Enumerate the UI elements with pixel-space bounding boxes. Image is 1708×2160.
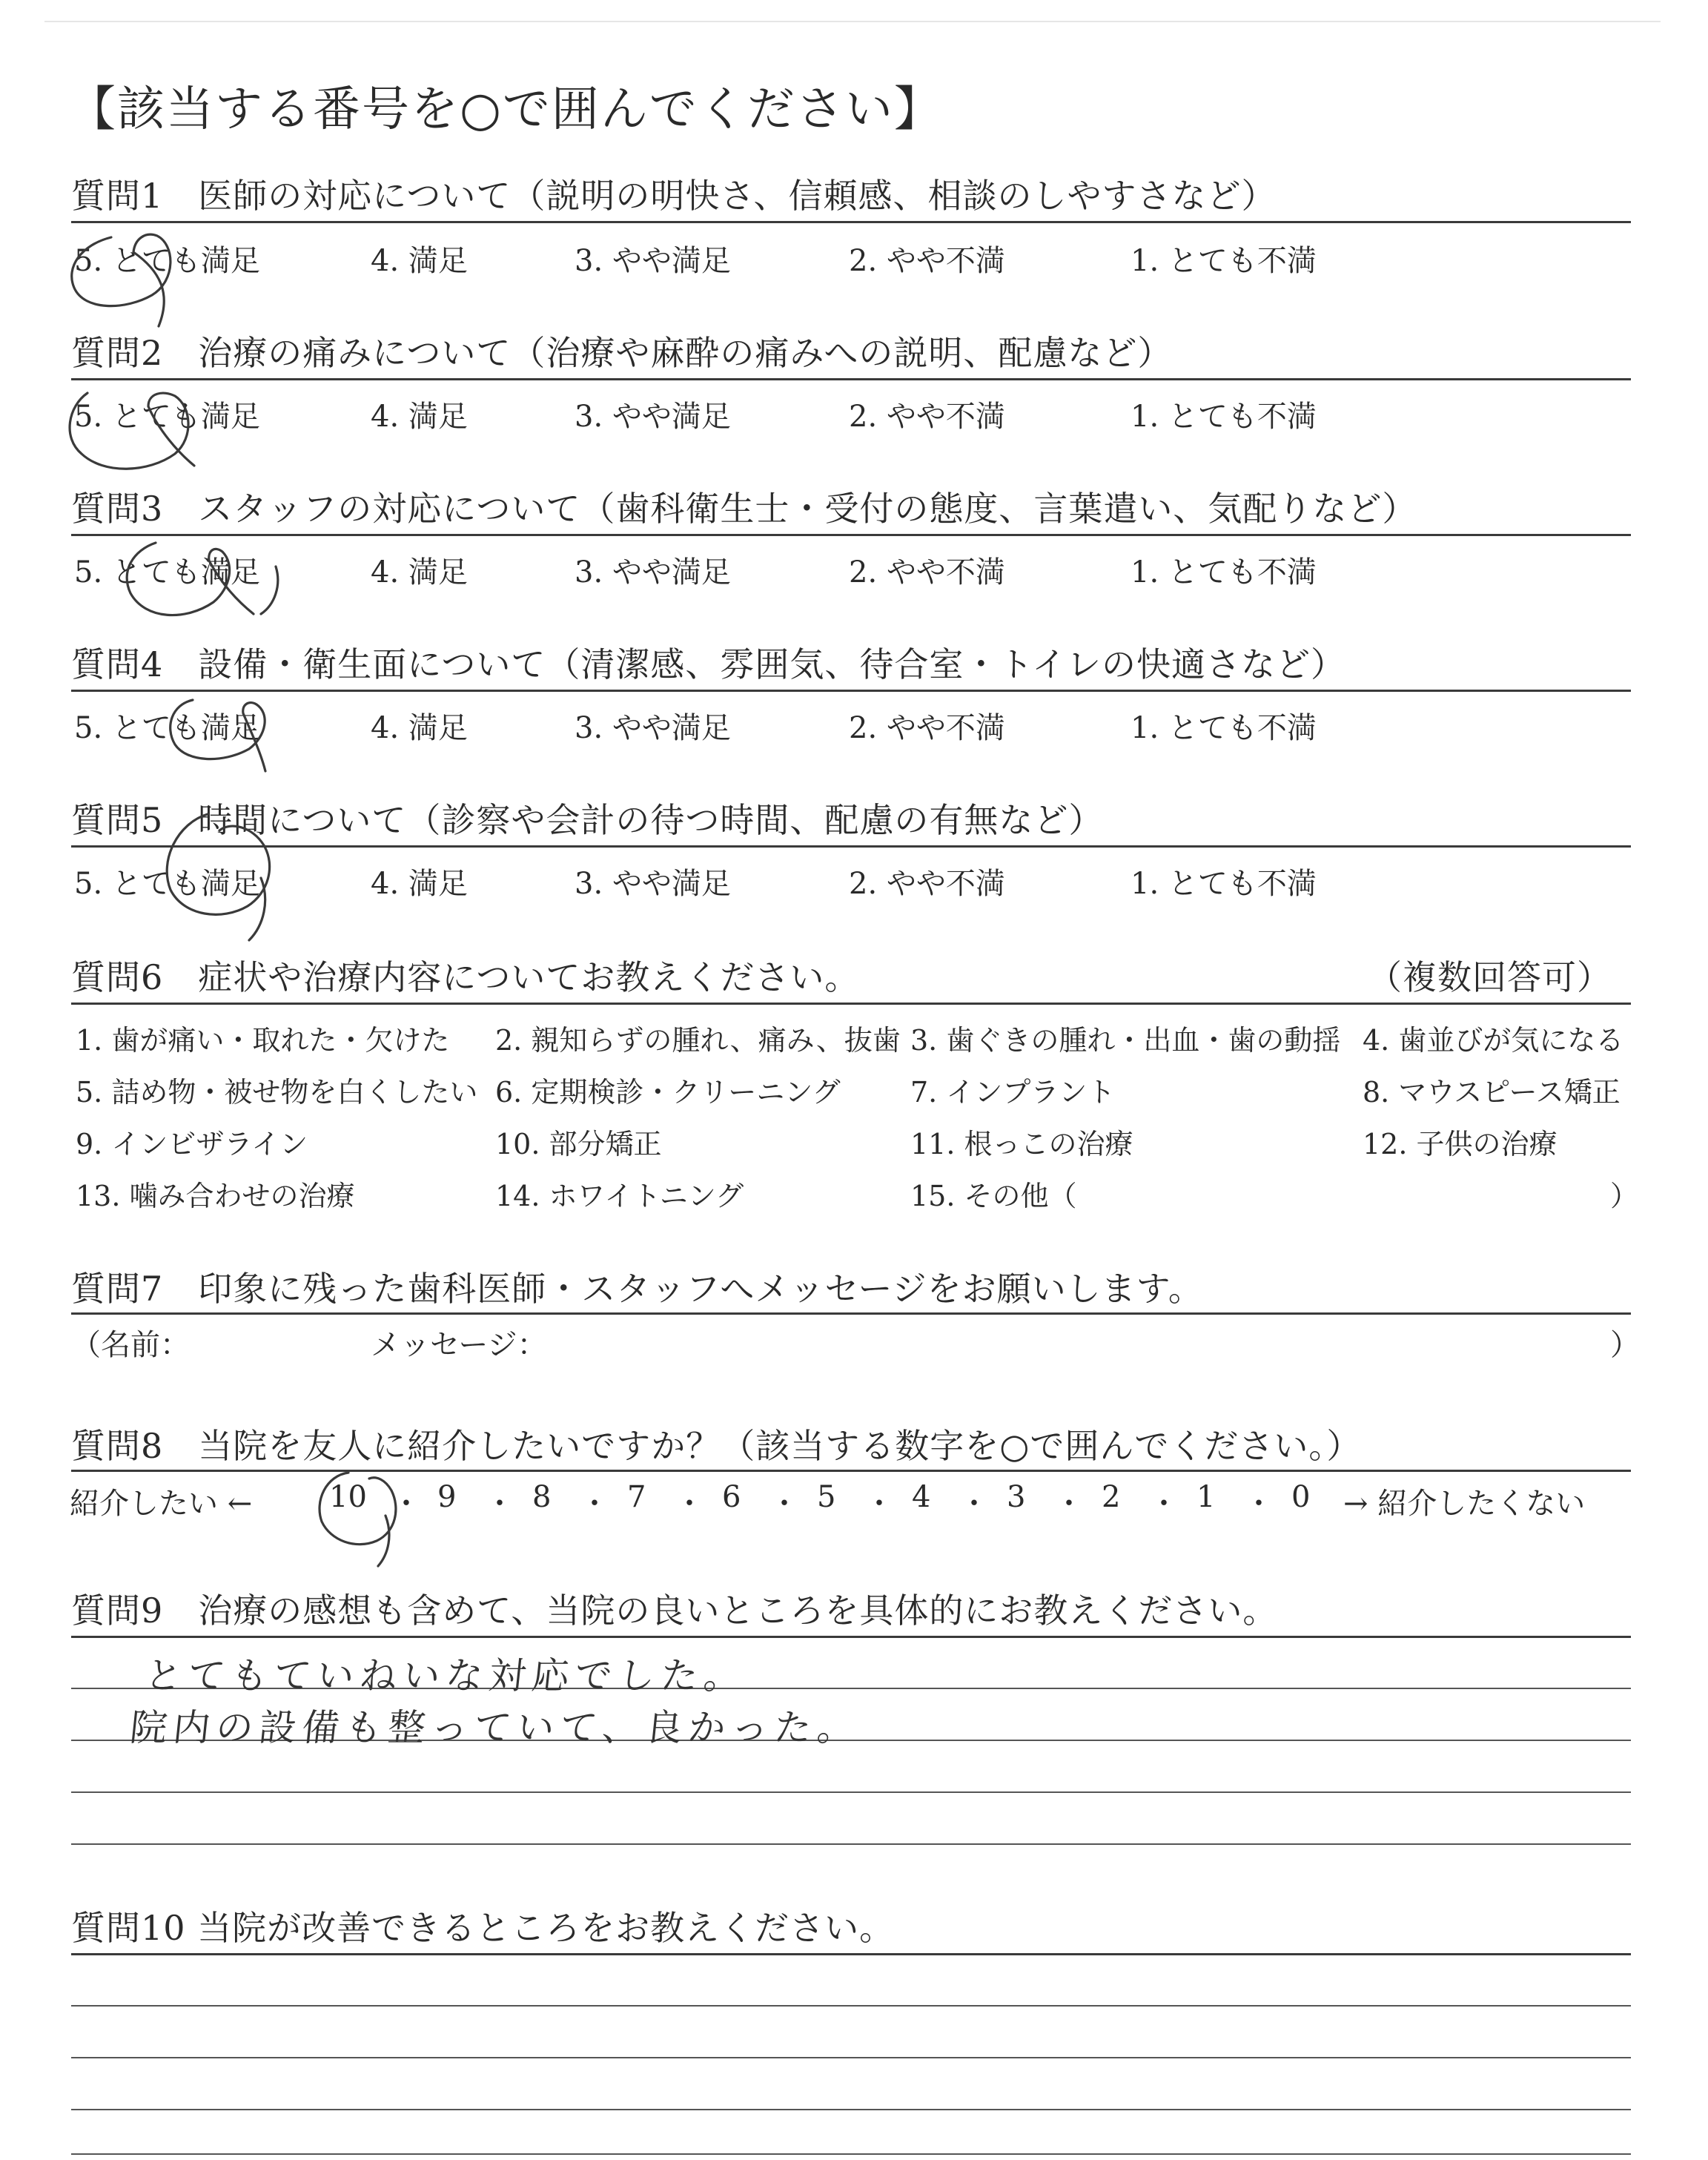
q6-item-15[interactable]: 15. その他（ <box>910 1180 1077 1212</box>
q1-option-1[interactable]: 1. とても不満 <box>1131 244 1317 278</box>
q8-score-9[interactable]: 9 <box>437 1480 457 1514</box>
q2-option-4[interactable]: 4. 満足 <box>371 400 468 434</box>
answer-line <box>71 1843 1631 1845</box>
q8-score-5[interactable]: 5 <box>817 1480 836 1514</box>
q9-handwritten-answer-1: とてもていねいな対応でした。 <box>142 1654 749 1697</box>
q9-handwritten-answer-2: 院内の設備も整っていて、良かった。 <box>128 1706 863 1749</box>
q8-left-label: 紹介したい ← <box>70 1487 253 1521</box>
q8-score-7[interactable]: 7 <box>627 1480 646 1514</box>
q4-option-5[interactable]: 5. とても満足 <box>74 711 260 745</box>
q8-separator: ・ <box>959 1487 989 1521</box>
scan-edge <box>44 21 1661 22</box>
q3-option-1[interactable]: 1. とても不満 <box>1131 555 1317 589</box>
q8-separator: ・ <box>1149 1487 1179 1521</box>
q1-option-4[interactable]: 4. 満足 <box>371 244 468 278</box>
question-9-rule <box>71 1636 1631 1638</box>
q6-item-2[interactable]: 2. 親知らずの腫れ、痛み、抜歯 <box>495 1024 901 1057</box>
question-7-title: 質問7 印象に残った歯科医師・スタッフへメッセージをお願いします。 <box>71 1269 1203 1309</box>
page-heading: 【該当する番号を○で囲んでください】 <box>68 82 943 137</box>
q3-option-2[interactable]: 2. やや不満 <box>849 555 1005 589</box>
q3-option-5[interactable]: 5. とても満足 <box>74 555 260 589</box>
q6-item-11[interactable]: 11. 根っこの治療 <box>910 1128 1133 1160</box>
question-4-rule <box>71 690 1631 692</box>
q2-option-3[interactable]: 3. やや満足 <box>575 400 731 434</box>
q4-option-3[interactable]: 3. やや満足 <box>575 711 731 745</box>
q7-message-label: メッセージ： <box>371 1328 547 1362</box>
q8-separator: ・ <box>485 1487 514 1521</box>
q8-score-0[interactable]: 0 <box>1291 1480 1311 1514</box>
question-1-rule <box>71 221 1631 223</box>
question-9-title: 質問9 治療の感想も含めて、当院の良いところを具体的にお教えください。 <box>71 1591 1278 1631</box>
q6-item-10[interactable]: 10. 部分矯正 <box>495 1128 662 1160</box>
q5-option-5[interactable]: 5. とても満足 <box>74 867 260 901</box>
q2-option-1[interactable]: 1. とても不満 <box>1131 400 1317 434</box>
q3-option-3[interactable]: 3. やや満足 <box>575 555 731 589</box>
q8-score-3[interactable]: 3 <box>1007 1480 1026 1514</box>
question-4-title: 質問4 設備・衛生面について（清潔感、雰囲気、待合室・トイレの快適さなど） <box>71 644 1346 684</box>
question-8-title: 質問8 当院を友人に紹介したいですか？（該当する数字を○で囲んでください。） <box>71 1426 1362 1466</box>
q5-option-2[interactable]: 2. やや不満 <box>849 867 1005 901</box>
q6-item-8[interactable]: 8. マウスピース矯正 <box>1363 1076 1621 1109</box>
q8-separator: ・ <box>769 1487 799 1521</box>
q8-score-10[interactable]: 10 <box>329 1480 367 1514</box>
q1-option-2[interactable]: 2. やや不満 <box>849 244 1005 278</box>
question-6-title: 質問6 症状や治療内容についてお教えください。 <box>71 957 860 997</box>
q8-score-1[interactable]: 1 <box>1196 1480 1216 1514</box>
q5-option-1[interactable]: 1. とても不満 <box>1131 867 1317 901</box>
q6-item-9[interactable]: 9. インビザライン <box>76 1128 308 1160</box>
q8-right-label: → 紹介したくない <box>1343 1487 1586 1521</box>
q3-option-4[interactable]: 4. 満足 <box>371 555 468 589</box>
question-7-rule <box>71 1312 1631 1315</box>
q1-option-5[interactable]: 5. とても満足 <box>74 244 260 278</box>
q6-item-4[interactable]: 4. 歯並びが気になる <box>1363 1024 1624 1057</box>
q8-score-8[interactable]: 8 <box>532 1480 552 1514</box>
q6-item-6[interactable]: 6. 定期検診・クリーニング <box>495 1076 841 1109</box>
answer-line <box>71 2057 1631 2058</box>
question-1-title: 質問1 医師の対応について（説明の明快さ、信頼感、相談のしやすさなど） <box>71 176 1277 216</box>
q4-option-4[interactable]: 4. 満足 <box>371 711 468 745</box>
q6-item-5[interactable]: 5. 詰め物・被せ物を白くしたい <box>76 1076 478 1109</box>
q8-separator: ・ <box>391 1487 421 1521</box>
question-5-title: 質問5 時間について（診察や会計の待つ時間、配慮の有無など） <box>71 800 1104 840</box>
answer-line <box>71 2153 1631 2155</box>
question-2-rule <box>71 378 1631 380</box>
q6-item-13[interactable]: 13. 噛み合わせの治療 <box>76 1180 355 1212</box>
q6-item-3[interactable]: 3. 歯ぐきの腫れ・出血・歯の動揺 <box>910 1024 1341 1057</box>
q8-separator: ・ <box>580 1487 609 1521</box>
q8-separator: ・ <box>864 1487 894 1521</box>
answer-line <box>71 2005 1631 2007</box>
question-8-rule <box>71 1470 1631 1472</box>
q6-item-12[interactable]: 12. 子供の治療 <box>1363 1128 1558 1160</box>
q8-score-6[interactable]: 6 <box>722 1480 741 1514</box>
question-2-title: 質問2 治療の痛みについて（治療や麻酔の痛みへの説明、配慮など） <box>71 333 1173 373</box>
q5-option-4[interactable]: 4. 満足 <box>371 867 468 901</box>
q6-other-close-paren: ） <box>1610 1180 1639 1212</box>
q8-score-4[interactable]: 4 <box>912 1480 931 1514</box>
answer-line <box>71 1791 1631 1793</box>
q8-separator: ・ <box>1054 1487 1084 1521</box>
q4-option-1[interactable]: 1. とても不満 <box>1131 711 1317 745</box>
q6-item-1[interactable]: 1. 歯が痛い・取れた・欠けた <box>76 1024 450 1057</box>
q6-item-7[interactable]: 7. インプラント <box>910 1076 1116 1109</box>
q8-separator: ・ <box>675 1487 704 1521</box>
q4-option-2[interactable]: 2. やや不満 <box>849 711 1005 745</box>
answer-line <box>71 2109 1631 2110</box>
q6-item-14[interactable]: 14. ホワイトニング <box>495 1180 744 1212</box>
question-10-title: 質問10 当院が改善できるところをお教えください。 <box>71 1908 895 1948</box>
q1-option-3[interactable]: 3. やや満足 <box>575 244 731 278</box>
question-6-rule <box>71 1003 1631 1005</box>
question-3-rule <box>71 534 1631 536</box>
question-5-rule <box>71 845 1631 848</box>
q8-score-2[interactable]: 2 <box>1102 1480 1121 1514</box>
q8-separator: ・ <box>1244 1487 1274 1521</box>
q2-option-5[interactable]: 5. とても満足 <box>74 400 260 434</box>
q5-option-3[interactable]: 3. やや満足 <box>575 867 731 901</box>
question-3-title: 質問3 スタッフの対応について（歯科衛生士・受付の態度、言葉遣い、気配りなど） <box>71 489 1417 529</box>
question-10-rule <box>71 1953 1631 1955</box>
q7-close-paren: ） <box>1610 1328 1640 1362</box>
question-6-note: （複数回答可） <box>1368 957 1612 997</box>
q7-name-label: （名前： <box>71 1328 190 1362</box>
q2-option-2[interactable]: 2. やや不満 <box>849 400 1005 434</box>
